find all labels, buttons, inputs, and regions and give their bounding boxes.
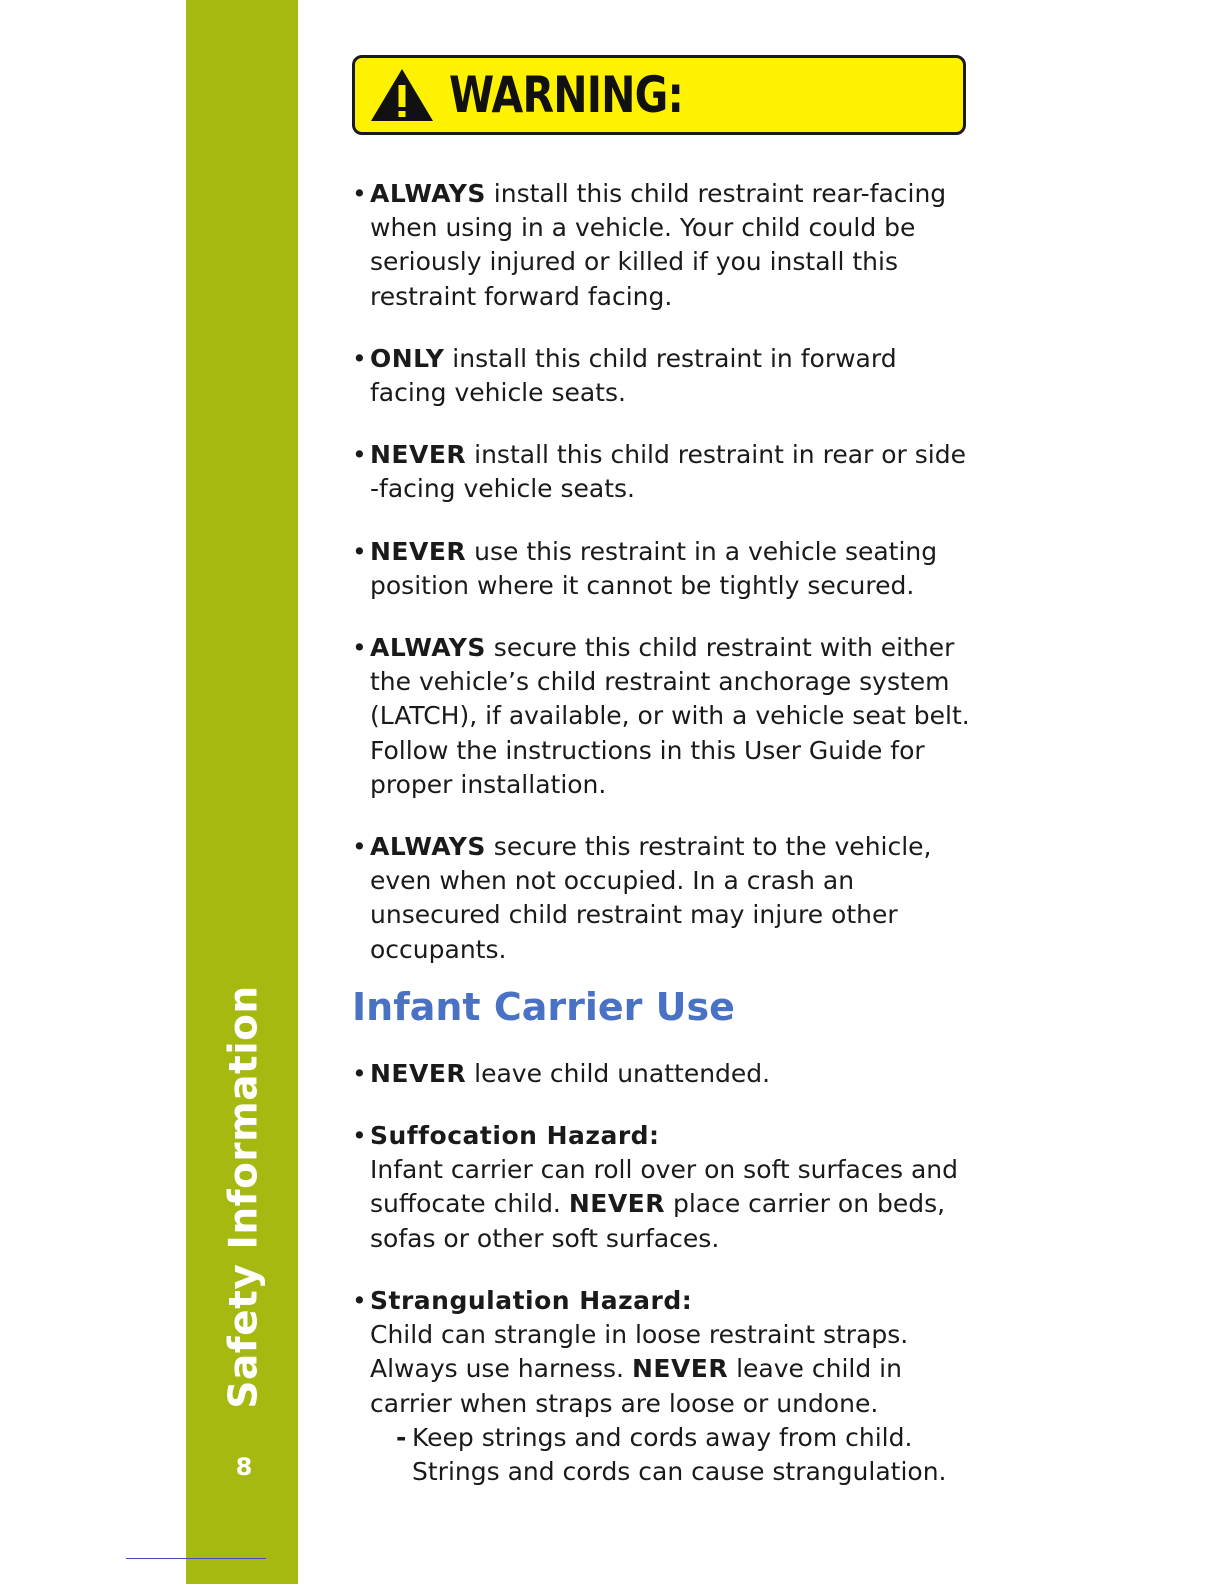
dash-bullet: - [396,1422,407,1452]
suffocation-keyword: NEVER [568,1189,666,1219]
warning-triangle-icon [369,67,435,123]
warning-title: WARNING: [449,66,684,124]
warning-banner [352,55,966,135]
warning-item [352,830,972,967]
warning-item [352,177,972,314]
warning-text: secure this restraint to the vehicle, even when not occupied. In a crash an unsecured child restraint may injure other occupants. [370,832,932,964]
strangulation-text-before: Always use harness. [370,1354,632,1384]
section-heading-infant-carrier: Infant Carrier Use [352,985,735,1029]
page-number: 8 [235,1453,253,1481]
carrier-text: leave child unattended. [466,1059,771,1088]
warning-text: use this restraint in a vehicle seating position where it cannot be tightly secured. [370,537,938,601]
warning-text: install this child restraint in rear or side -facing vehicle seats. [370,440,966,504]
strangulation-title: Strangulation Hazard: [370,1286,693,1315]
bullet: • [352,832,367,861]
carrier-keyword: NEVER [370,1059,467,1088]
bullet: • [352,1286,367,1315]
sub-item-text: Keep strings and cords away from child. Strings and cords can cause strangulation. [412,1422,947,1487]
suffocation-title: Suffocation Hazard: [370,1121,660,1150]
warning-keyword: NEVER [370,537,467,566]
warning-item [352,342,972,410]
warning-keyword: ALWAYS [370,179,486,208]
warning-keyword: ALWAYS [370,832,486,861]
sidebar-title: Safety Information [221,985,267,1409]
bullet: • [352,344,367,373]
carrier-item-unattended [352,1057,972,1091]
strangulation-line1: Child can strangle in loose restraint straps. [370,1320,909,1350]
warning-text: install this child restraint rear-facing when using in a vehicle. Your child could be seriously injured or killed if you install this restraint forward facing. [370,179,947,311]
suffocation-body [352,1153,972,1256]
suffocation-text-before: Infant carrier can roll over on soft surfaces and suffocate child. [370,1155,959,1219]
warning-keyword: ONLY [370,344,445,373]
warning-text: install this child restraint in forward facing vehicle seats. [370,344,897,408]
carrier-item-suffocation [352,1119,972,1256]
bullet: • [352,440,367,469]
warning-item [352,631,972,802]
carrier-item-strangulation [352,1284,972,1489]
bullet: • [352,1121,367,1150]
bottom-rule [126,1558,266,1559]
warning-text: secure this child restraint with either the vehicle’s child restraint anchorage system (LATCH), if available, or with a vehicle seat belt. Follow the instructions in this User Guide for proper installation. [370,633,970,799]
warning-item [352,535,972,603]
warning-keyword: NEVER [370,440,467,469]
warning-item [352,438,972,506]
suffocation-text-after: place carrier on beds, sofas or other soft surfaces. [370,1189,946,1253]
bullet: • [352,1059,367,1088]
warning-keyword: ALWAYS [370,633,486,662]
strangulation-body [352,1352,972,1420]
bullet: • [352,633,367,662]
strangulation-sub-item [352,1421,972,1489]
bullet: • [352,537,367,566]
strangulation-keyword: NEVER [631,1354,729,1384]
bullet: • [352,179,367,208]
strangulation-text-after: leave child in carrier when straps are loose or undone. [370,1354,902,1418]
